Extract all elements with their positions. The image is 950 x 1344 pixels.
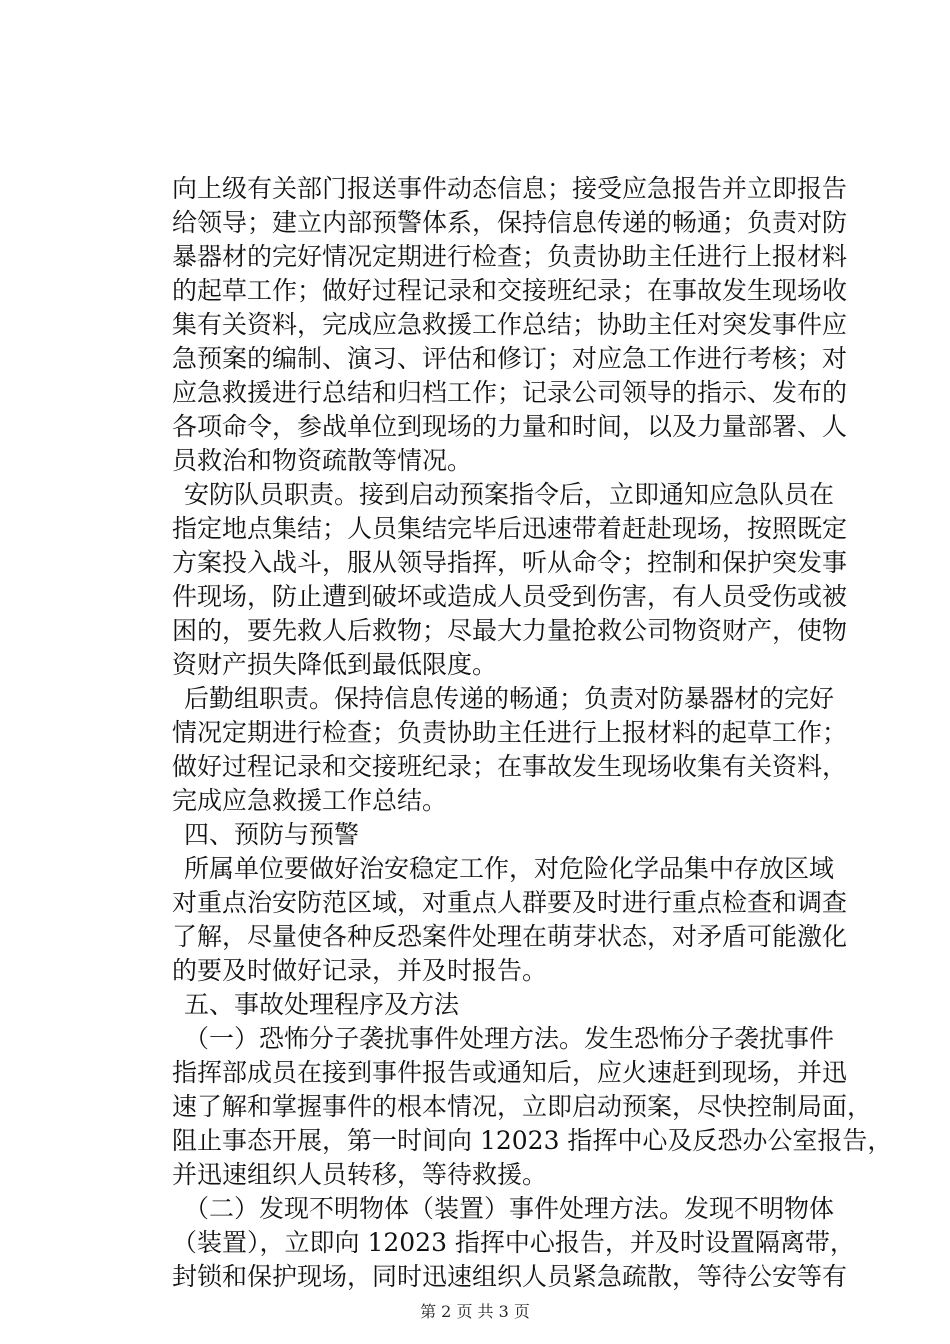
paragraph-start: 所属单位要做好治安稳定工作，对危险化学品集中存放区域 xyxy=(184,854,835,883)
text-line: 阻止事态开展，第一时间向 12023 指挥中心及反恐办公室报告， xyxy=(172,1126,893,1155)
page-footer: 第 2 页 共 3 页 xyxy=(420,1302,530,1321)
section-heading: 四、预防与预警 xyxy=(184,820,360,849)
text-line: 各项命令，参战单位到现场的力量和时间，以及力量部署、人 xyxy=(172,412,848,441)
document-body xyxy=(172,172,893,1294)
text-line: 的起草工作；做好过程记录和交接班纪录；在事故发生现场收 xyxy=(172,276,848,305)
paragraph-start: 安防队员职责。接到启动预案指令后，立即通知应急队员在 xyxy=(184,480,835,509)
text-line: 员救治和物资疏散等情况。 xyxy=(172,446,473,475)
text-line: 集有关资料，完成应急救援工作总结；协助主任对突发事件应 xyxy=(172,310,848,339)
text-line: 做好过程记录和交接班纪录；在事故发生现场收集有关资料， xyxy=(172,752,848,781)
text-line: 方案投入战斗，服从领导指挥，听从命令；控制和保护突发事 xyxy=(172,548,848,577)
text-line: 给领导；建立内部预警体系，保持信息传递的畅通；负责对防 xyxy=(172,208,848,237)
paragraph-start: 后勤组职责。保持信息传递的畅通；负责对防暴器材的完好 xyxy=(184,684,835,713)
text-line: 向上级有关部门报送事件动态信息；接受应急报告并立即报告 xyxy=(172,174,848,203)
text-line: 的要及时做好记录，并及时报告。 xyxy=(172,956,548,985)
text-line: （装置），立即向 12023 指挥中心报告，并及时设置隔离带， xyxy=(172,1228,855,1257)
text-line: 资财产损失降低到最低限度。 xyxy=(172,650,498,679)
text-line: 件现场，防止遭到破坏或造成人员受到伤害，有人员受伤或被 xyxy=(172,582,848,611)
text-line: 急预案的编制、演习、评估和修订；对应急工作进行考核；对 xyxy=(172,344,848,373)
text-line: 封锁和保护现场，同时迅速组织人员紧急疏散，等待公安等有 xyxy=(172,1262,848,1291)
section-heading: 五、事故处理程序及方法 xyxy=(184,990,460,1019)
text-line: 并迅速组织人员转移，等待救援。 xyxy=(172,1160,548,1189)
text-line: 应急救援进行总结和归档工作；记录公司领导的指示、发布的 xyxy=(172,378,848,407)
text-line: 速了解和掌握事件的根本情况，立即启动预案，尽快控制局面， xyxy=(172,1092,873,1121)
text-line: 困的，要先救人后救物；尽最大力量抢救公司物资财产，使物 xyxy=(172,616,848,645)
text-line: 了解，尽量使各种反恐案件处理在萌芽状态，对矛盾可能激化 xyxy=(172,922,848,951)
text-line: 指定地点集结；人员集结完毕后迅速带着赶赴现场，按照既定 xyxy=(172,514,848,543)
paragraph-start: （一）恐怖分子袭扰事件处理方法。发生恐怖分子袭扰事件 xyxy=(184,1024,835,1053)
text-line: 完成应急救援工作总结。 xyxy=(172,786,448,815)
paragraph-start: （二）发现不明物体（装置）事件处理方法。发现不明物体 xyxy=(184,1194,835,1223)
text-line: 暴器材的完好情况定期进行检查；负责协助主任进行上报材料 xyxy=(172,242,848,271)
text-line: 情况定期进行检查；负责协助主任进行上报材料的起草工作； xyxy=(172,718,848,747)
text-line: 对重点治安防范区域，对重点人群要及时进行重点检查和调查 xyxy=(172,888,848,917)
text-line: 指挥部成员在接到事件报告或通知后，应火速赶到现场，并迅 xyxy=(172,1058,848,1087)
